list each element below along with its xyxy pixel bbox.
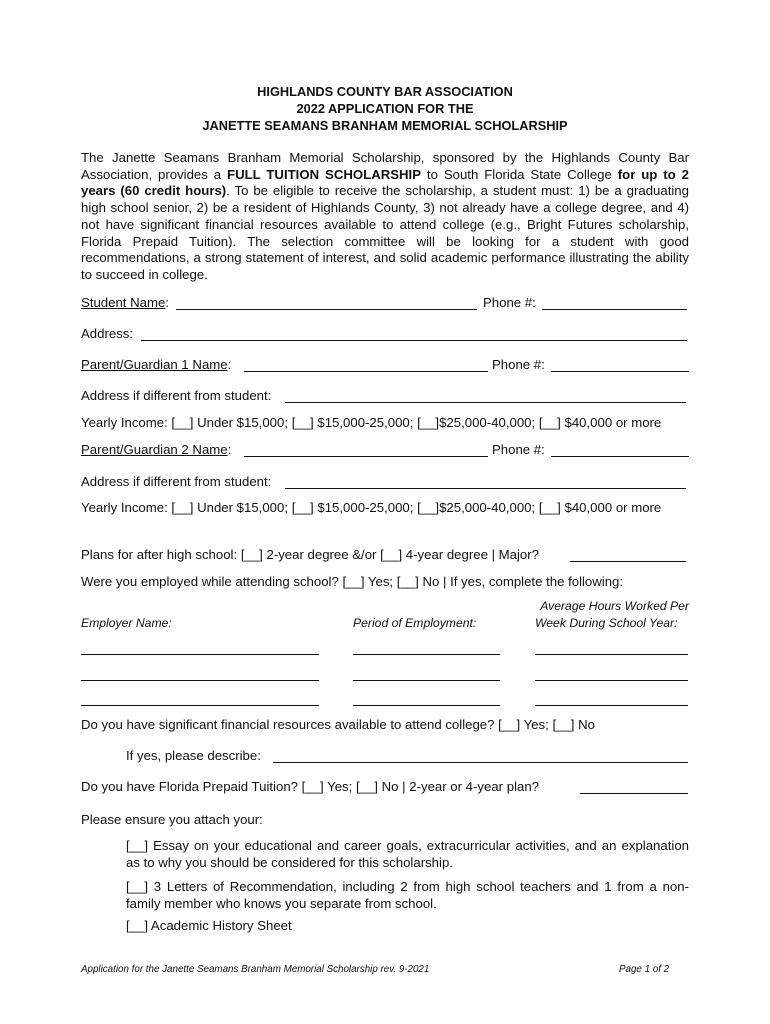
employment-no-checkbox[interactable]: [__]	[396, 574, 419, 589]
intro-bold-duration: for up to 2 years (60 credit hours)	[81, 166, 689, 199]
student-name-colon: :	[165, 295, 169, 310]
parent2-name-label: Parent/Guardian 2 Name	[81, 442, 228, 457]
parent1-name-field[interactable]	[244, 371, 488, 372]
student-name-field[interactable]	[176, 309, 477, 310]
income2-40plus-checkbox[interactable]: [__]	[538, 500, 561, 515]
income1-40plus-checkbox[interactable]: [__]	[538, 415, 561, 430]
financial-yes-label: Yes;	[523, 717, 549, 732]
financial-question: Do you have significant financial resources available to attend college?	[81, 717, 495, 732]
hours-field-2[interactable]	[535, 680, 688, 681]
income1-under15-checkbox[interactable]: [__]	[171, 415, 194, 430]
employment-row	[81, 574, 689, 590]
parent2-income-row	[81, 500, 689, 516]
income2-15to25-checkbox[interactable]: [__]	[291, 500, 314, 515]
attach-history-item[interactable]: [__] Academic History Sheet	[126, 918, 292, 933]
employment-no-label: No | If yes, complete the following:	[422, 574, 624, 589]
income2-under15-label: Under $15,000;	[197, 500, 289, 515]
plans-2year-checkbox[interactable]: [__]	[240, 547, 263, 562]
student-phone-label: Phone #:	[483, 295, 536, 310]
intro-text-3: . To be eligible to receive the scholarship, a student must: 1) be a graduating high school senior, 2) be a resident of Highlands County, 3) not already have a college degree, and 4) not have significant financial resources available to attend college (e.g., Bright Futures scholarship, Florida Prepaid Tuition). The selection committee will be looking for a student with good recommendations, a strong statement of interest, and solid academic performance illustrating the ability to succeed in college.	[81, 183, 689, 282]
parent2-phone-label: Phone #:	[492, 442, 545, 457]
income1-25to40-checkbox[interactable]: [__]	[417, 415, 440, 430]
employer-name-header: Employer Name:	[81, 616, 172, 630]
period-field-1[interactable]	[353, 654, 500, 655]
financial-no-checkbox[interactable]: [__]	[552, 717, 575, 732]
prepaid-no-checkbox[interactable]: [__]	[355, 779, 378, 794]
period-field-2[interactable]	[353, 680, 500, 681]
prepaid-question: Do you have Florida Prepaid Tuition?	[81, 779, 298, 794]
employment-question: Were you employed while attending school?	[81, 574, 339, 589]
footer-page-number: Page 1 of 2	[619, 964, 670, 975]
financial-row	[81, 717, 689, 733]
period-field-3[interactable]	[353, 705, 500, 706]
plans-4year-label: 4-year degree |	[405, 547, 495, 562]
financial-yes-checkbox[interactable]: [__]	[498, 717, 521, 732]
income2-40plus-label: $40,000 or more	[564, 500, 662, 515]
employment-yes-label: Yes;	[367, 574, 394, 589]
header-line-3: JANETTE SEAMANS BRANHAM MEMORIAL SCHOLARSHIP	[202, 118, 568, 133]
footer-revision: Application for the Janette Seamans Branham Memorial Scholarship rev. 9-2021	[81, 964, 430, 975]
employer-name-field-3[interactable]	[81, 705, 319, 706]
intro-text-1: The Janette Seamans Branham Memorial Scholarship, sponsored by the Highlands County Bar Association, provides a	[81, 150, 689, 182]
major-label: Major?	[498, 547, 539, 562]
income2-under15-checkbox[interactable]: [__]	[171, 500, 194, 515]
income2-25to40-checkbox[interactable]: [__]	[417, 500, 440, 515]
intro-bold-full-tuition: FULL TUITION SCHOLARSHIP	[227, 166, 422, 182]
hours-field-3[interactable]	[535, 705, 688, 706]
plans-2year-label: 2-year degree &/or	[266, 547, 377, 562]
avg-hours-header-2: Week During School Year:	[535, 616, 678, 630]
parent2-address-label: Address if different from student:	[81, 474, 272, 489]
parent1-income-label: Yearly Income:	[81, 415, 168, 430]
financial-describe-field[interactable]	[273, 762, 688, 763]
avg-hours-header-1: Average Hours Worked Per	[540, 599, 689, 613]
attach-label: Please ensure you attach your:	[81, 812, 263, 827]
parent2-income-label: Yearly Income:	[81, 500, 168, 515]
attach-letters-item[interactable]: [__] 3 Letters of Recommendation, including 2 from high school teachers and 1 from a non-family member who knows you separate from school.	[126, 879, 689, 911]
parent2-colon: :	[227, 442, 232, 457]
major-field[interactable]	[570, 561, 686, 562]
parent2-phone-field[interactable]	[551, 456, 689, 457]
attach-essay-item[interactable]: [__] Essay on your educational and career goals, extracurricular activities, and an explanation as to why you should be considered for this scholarship.	[126, 838, 689, 870]
prepaid-yes-checkbox[interactable]: [__]	[301, 779, 324, 794]
financial-no-label: No	[578, 717, 595, 732]
parent1-address-label: Address if different from student:	[81, 388, 272, 403]
parent1-phone-label: Phone #:	[492, 357, 545, 372]
period-employment-header: Period of Employment:	[353, 616, 477, 630]
employment-yes-checkbox[interactable]: [__]	[342, 574, 365, 589]
student-name-label: Student Name	[81, 295, 166, 310]
intro-text-2: to South Florida State College	[421, 166, 618, 182]
income2-15to25-label: $15,000-25,000;	[317, 500, 414, 515]
header-line-2: 2022 APPLICATION FOR THE	[296, 101, 474, 116]
employer-name-field-2[interactable]	[81, 680, 319, 681]
parent1-address-field[interactable]	[285, 402, 686, 403]
prepaid-yes-label: Yes;	[327, 779, 353, 794]
prepaid-plan-field[interactable]	[580, 793, 688, 794]
employer-name-field-1[interactable]	[81, 654, 319, 655]
prepaid-no-label: No | 2-year or 4-year plan?	[381, 779, 539, 794]
intro-paragraph	[81, 150, 689, 284]
parent1-name-label: Parent/Guardian 1 Name	[81, 357, 228, 372]
hours-field-1[interactable]	[535, 654, 688, 655]
income1-25to40-label: $25,000-40,000;	[439, 415, 536, 430]
address-label: Address:	[81, 326, 134, 341]
plans-4year-checkbox[interactable]: [__]	[380, 547, 403, 562]
income1-40plus-label: $40,000 or more	[564, 415, 662, 430]
income1-under15-label: Under $15,000;	[197, 415, 289, 430]
parent1-colon: :	[227, 357, 232, 372]
parent2-address-field[interactable]	[285, 488, 686, 489]
parent1-phone-field[interactable]	[551, 371, 689, 372]
income1-15to25-checkbox[interactable]: [__]	[291, 415, 314, 430]
plans-label: Plans for after high school:	[81, 547, 238, 562]
header-line-1: HIGHLANDS COUNTY BAR ASSOCIATION	[257, 84, 513, 99]
income2-25to40-label: $25,000-40,000;	[439, 500, 536, 515]
parent2-name-field[interactable]	[244, 456, 488, 457]
income1-15to25-label: $15,000-25,000;	[317, 415, 414, 430]
student-phone-field[interactable]	[542, 309, 687, 310]
address-field[interactable]	[141, 340, 687, 341]
parent1-income-row	[81, 415, 689, 431]
financial-describe-label: If yes, please describe:	[126, 748, 261, 763]
